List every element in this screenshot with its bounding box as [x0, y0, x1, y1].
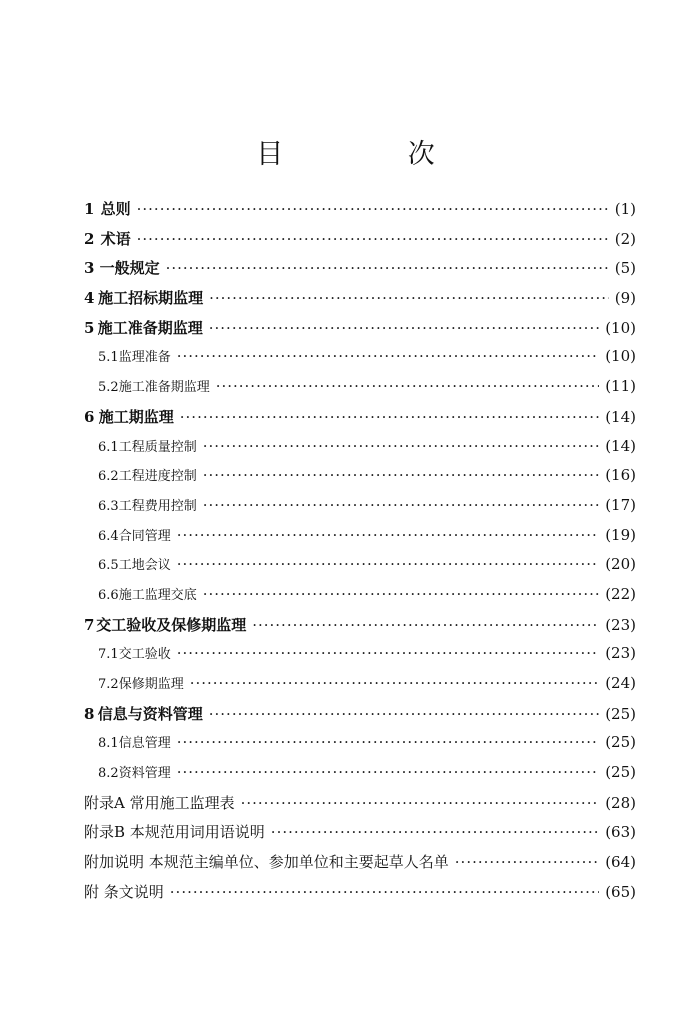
toc-entry-title: 一般规定: [99, 259, 160, 278]
toc-entry-number: 8.1: [98, 736, 119, 752]
toc-entry-number: 6: [84, 407, 95, 426]
toc-entry: [84, 436, 636, 466]
toc-entry-number: 6.1: [98, 439, 119, 455]
toc-entry: [84, 792, 636, 822]
toc-entry: [84, 376, 636, 406]
toc-entry-number: 6.3: [98, 498, 119, 514]
toc-entry-title: 信息与资料管理: [97, 704, 203, 723]
dot-leader: [177, 763, 600, 781]
toc-entry-title: 附录B 本规范用词用语说明: [84, 823, 265, 842]
dot-leader: [252, 616, 599, 634]
toc-entry-number: 5.1: [98, 350, 119, 366]
toc-entry-title: 保修期监理: [118, 677, 184, 692]
table-of-contents: [84, 198, 636, 911]
toc-entry-number: 6.6: [98, 587, 119, 603]
dot-leader: [271, 823, 599, 841]
toc-entry: [84, 881, 636, 911]
toc-entry-title: 工程进度控制: [118, 469, 197, 485]
toc-entry-page: (22): [605, 584, 636, 603]
toc-entry: [84, 346, 636, 376]
toc-entry: [84, 287, 636, 317]
toc-entry-title: 工程费用控制: [118, 498, 197, 514]
toc-entry-number: 2: [84, 229, 95, 248]
toc-entry: [84, 554, 636, 584]
toc-entry-number: 5.2: [98, 380, 119, 396]
toc-entry: [84, 614, 636, 644]
toc-entry-title: 交工验收及保修期监理: [96, 615, 247, 634]
dot-leader: [177, 555, 600, 573]
toc-entry: [84, 821, 636, 851]
toc-entry-page: (9): [614, 289, 636, 308]
toc-entry-number: 6.4: [98, 528, 119, 544]
dot-leader: [137, 200, 609, 218]
dot-leader: [166, 259, 609, 277]
toc-entry-title: 合同管理: [118, 528, 171, 544]
toc-entry-title: 资料管理: [118, 766, 171, 782]
toc-entry-title: 信息管理: [118, 736, 171, 752]
toc-entry-title: 交工验收: [118, 647, 171, 663]
toc-entry: [84, 643, 636, 673]
toc-entry-page: (11): [605, 377, 636, 396]
toc-entry-title: 施工监理交底: [118, 587, 197, 603]
dot-leader: [177, 644, 600, 662]
dot-leader: [203, 466, 600, 484]
toc-entry-page: (5): [614, 259, 636, 278]
toc-entry: [84, 257, 636, 287]
toc-entry-title: 施工招标期监理: [98, 289, 204, 308]
toc-entry-page: (24): [605, 674, 636, 692]
toc-entry-title: 施工准备期监理: [118, 380, 210, 396]
dot-leader: [209, 289, 609, 307]
toc-entry-page: (16): [605, 466, 636, 485]
toc-entry: [84, 525, 636, 555]
toc-entry: [84, 703, 636, 733]
toc-entry: [84, 317, 636, 347]
toc-entry-number: 7: [84, 615, 95, 634]
toc-entry: [84, 732, 636, 762]
toc-entry: [84, 673, 636, 703]
dot-leader: [177, 733, 600, 751]
dot-leader: [203, 437, 600, 455]
dot-leader: [209, 319, 599, 337]
toc-entry-page: (19): [605, 525, 636, 544]
toc-entry-title: 施工期监理: [98, 407, 174, 426]
dot-leader: [190, 674, 600, 692]
toc-entry-number: 7.2: [98, 677, 119, 692]
dot-leader: [137, 230, 609, 248]
toc-entry-page: (1): [614, 200, 636, 218]
page-title: 目 次: [256, 139, 493, 170]
dot-leader: [177, 347, 600, 365]
dot-leader: [203, 585, 600, 603]
toc-entry-number: 8: [84, 704, 95, 723]
toc-entry-title: 监理准备: [118, 350, 171, 366]
toc-entry-title: 施工准备期监理: [97, 318, 203, 337]
toc-entry-number: 8.2: [98, 766, 119, 782]
toc-entry: [84, 198, 636, 228]
dot-leader: [216, 377, 600, 395]
toc-entry-page: (25): [605, 733, 636, 752]
toc-entry-title: 附 条文说明: [84, 882, 164, 901]
dot-leader: [170, 883, 599, 901]
toc-entry-page: (20): [605, 555, 636, 574]
dot-leader: [209, 705, 599, 723]
toc-entry: [84, 228, 636, 258]
toc-entry-title: 附录A 常用施工监理表: [84, 793, 235, 812]
toc-entry-page: (10): [605, 318, 636, 337]
toc-entry-page: (28): [605, 793, 636, 812]
dot-leader: [180, 408, 599, 426]
dot-leader: [241, 794, 600, 812]
toc-entry-page: (14): [605, 436, 636, 455]
toc-entry: [84, 406, 636, 436]
toc-entry-title: 术语: [100, 229, 131, 248]
toc-entry-page: (14): [605, 407, 636, 426]
dot-leader: [455, 853, 599, 871]
toc-entry-number: 4: [84, 289, 95, 308]
toc-entry-page: (25): [605, 763, 636, 782]
toc-entry-page: (17): [605, 495, 636, 514]
toc-entry: [84, 465, 636, 495]
toc-entry-title: 工程质量控制: [118, 439, 197, 455]
toc-entry: [84, 584, 636, 614]
toc-entry-number: 6.5: [98, 558, 119, 574]
toc-entry-number: 5: [84, 318, 95, 337]
toc-entry-title: 附加说明 本规范主编单位、参加单位和主要起草人名单: [84, 853, 449, 872]
toc-entry-page: (10): [605, 347, 636, 366]
toc-entry-title: 总则: [100, 200, 131, 218]
toc-entry-title: 工地会议: [118, 558, 171, 574]
toc-entry: [84, 851, 636, 881]
toc-entry: [84, 762, 636, 792]
toc-entry-number: 6.2: [98, 469, 119, 485]
dot-leader: [177, 526, 600, 544]
toc-entry-page: (25): [605, 704, 636, 723]
toc-entry-number: 7.1: [98, 647, 119, 663]
toc-entry-page: (64): [605, 853, 636, 872]
toc-entry-page: (23): [605, 644, 636, 663]
toc-entry-page: (2): [614, 229, 636, 248]
dot-leader: [203, 496, 600, 514]
toc-entry-number: 1: [84, 200, 95, 218]
toc-entry-number: 3: [84, 259, 95, 278]
toc-entry-page: (65): [605, 882, 636, 901]
toc-entry-page: (23): [605, 615, 636, 634]
toc-entry-page: (63): [605, 823, 636, 842]
toc-entry: [84, 495, 636, 525]
